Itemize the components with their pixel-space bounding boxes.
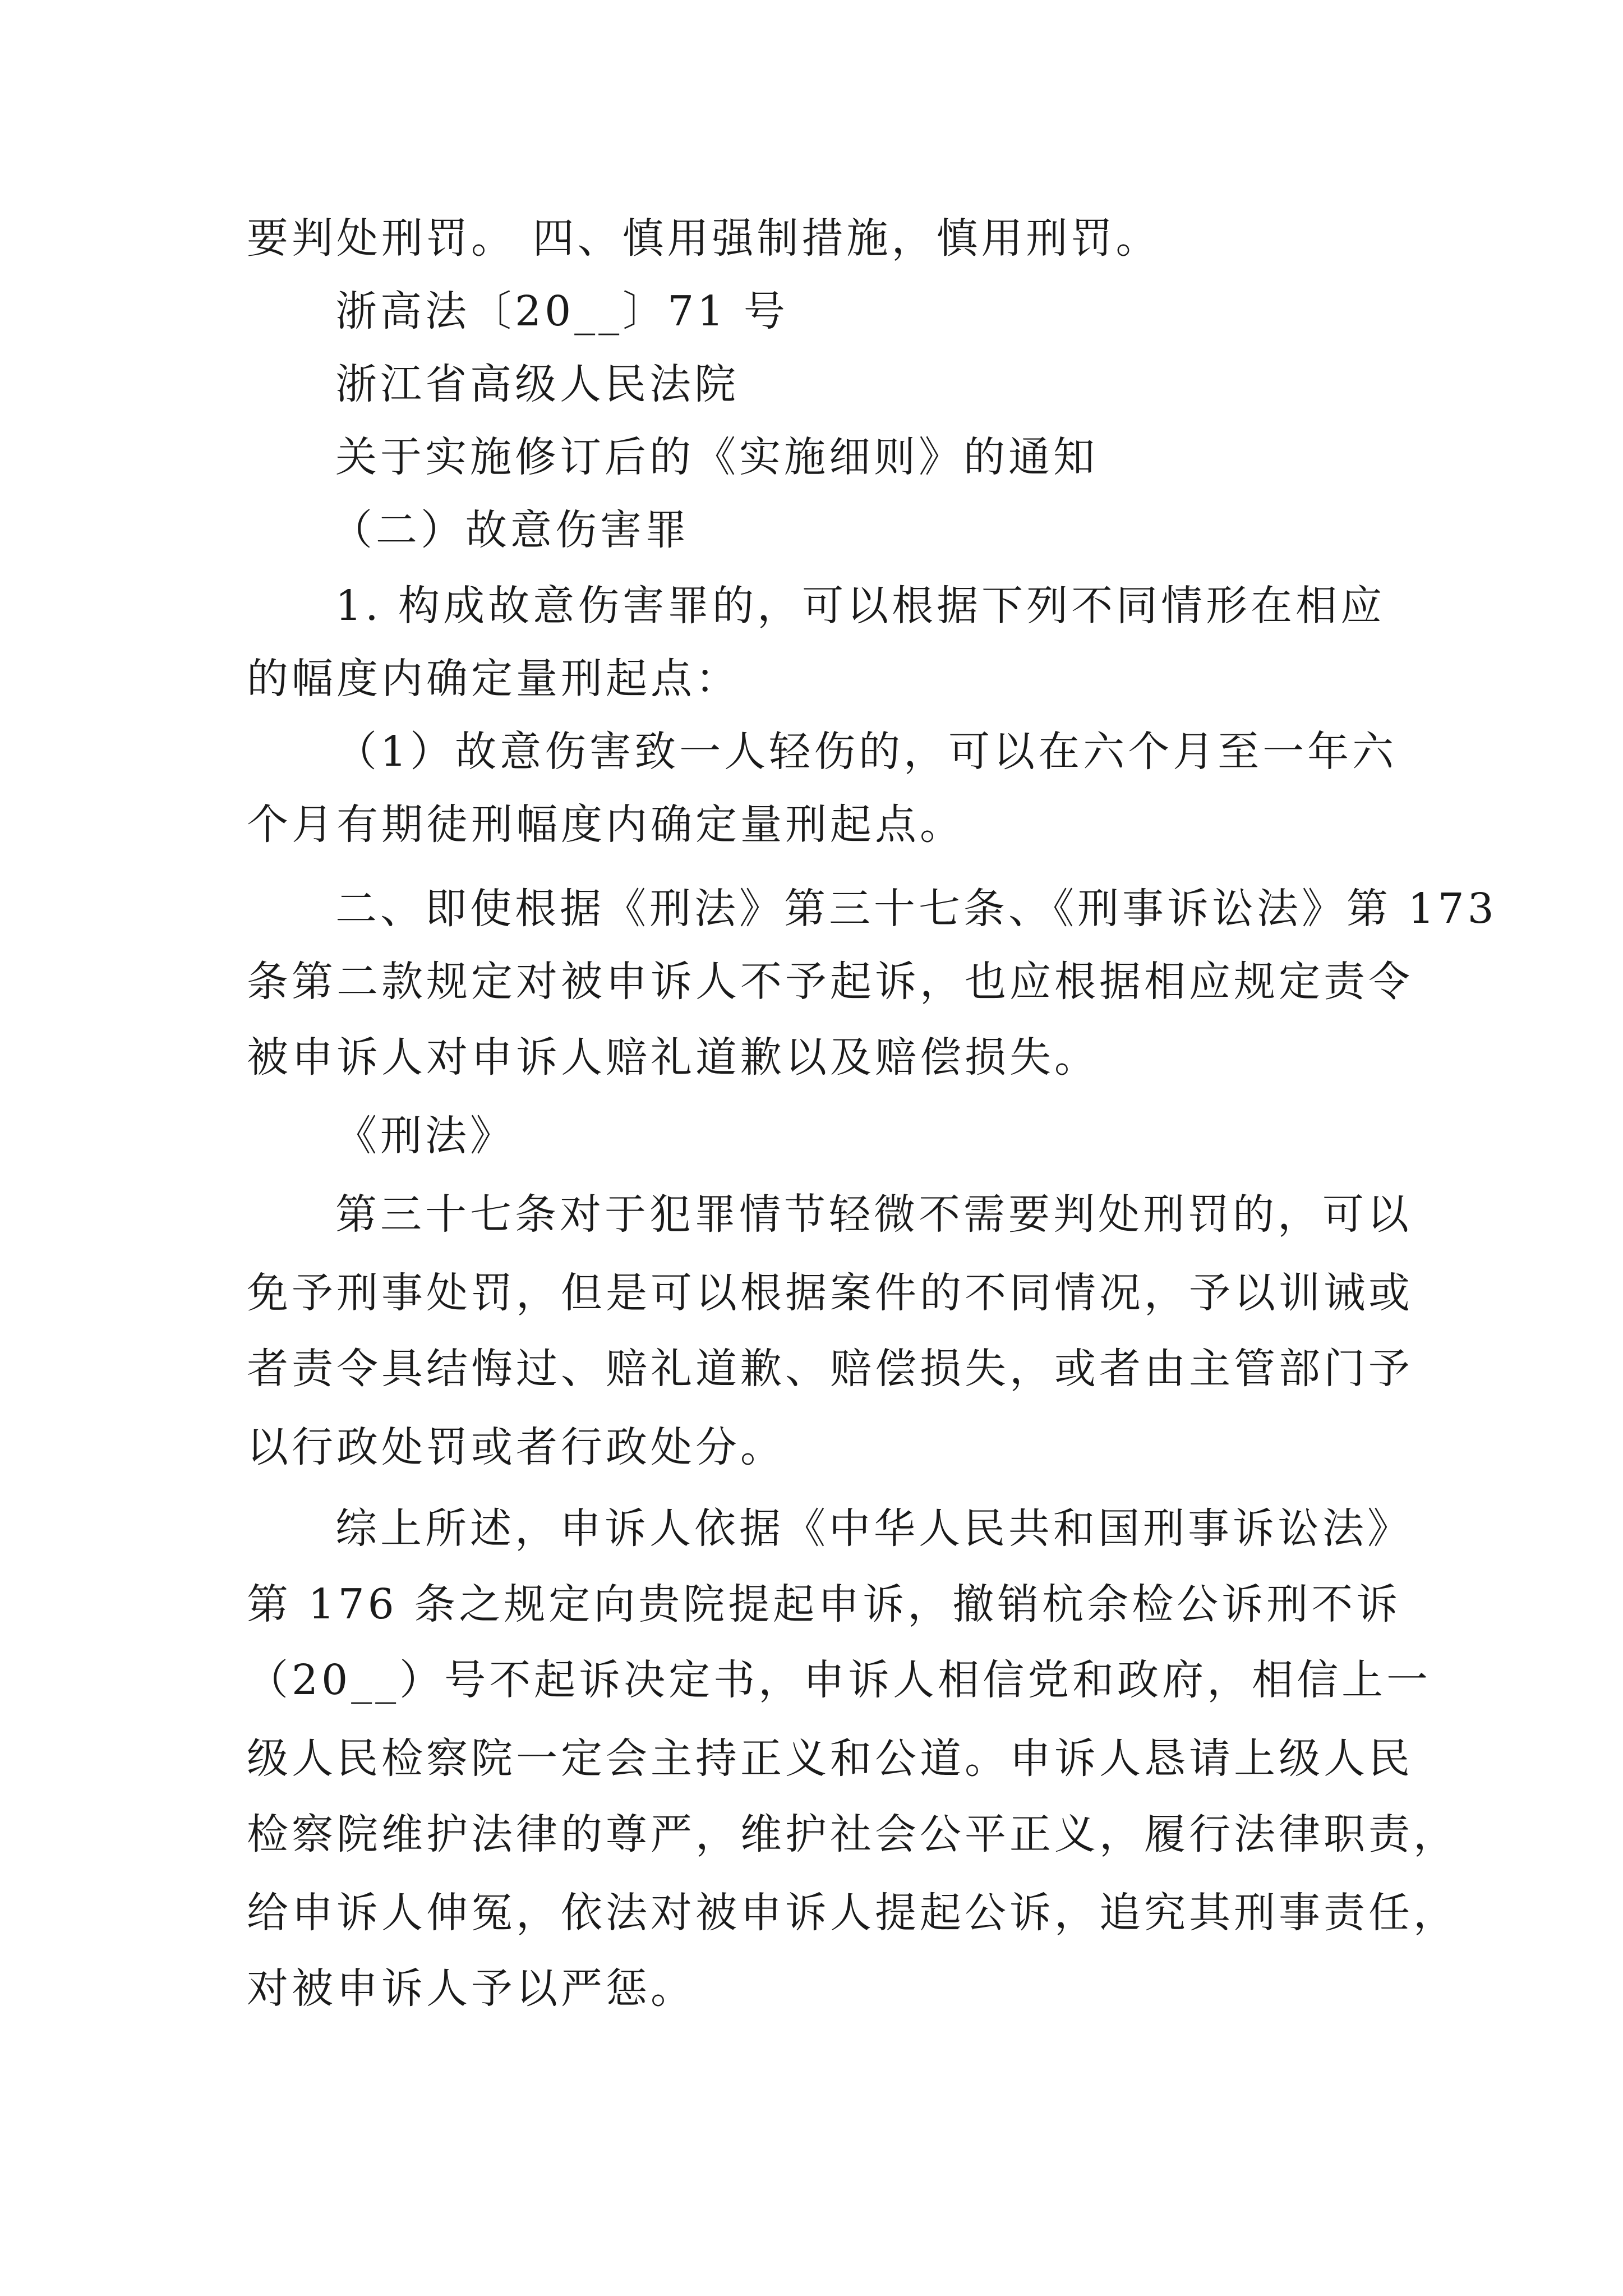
text-line-3: 浙江省高级人民法院 xyxy=(335,360,739,408)
text-line-19: 第 176 条之规定向贵院提起申诉，撤销杭余检公诉刑不诉 xyxy=(247,1580,1401,1628)
text-line-23: 给申诉人伸冤，依法对被申诉人提起公诉，追究其刑事责任， xyxy=(247,1889,1458,1937)
text-line-4: 关于实施修订后的《实施细则》的通知 xyxy=(335,433,1098,481)
text-line-8: （1）故意伤害致一人轻伤的，可以在六个月至一年六 xyxy=(335,728,1398,776)
text-line-9: 个月有期徒刑幅度内确定量刑起点。 xyxy=(247,800,965,849)
text-line-18: 综上所述，申诉人依据《中华人民共和国刑事诉讼法》 xyxy=(335,1504,1412,1553)
text-line-15: 免予刑事处罚，但是可以根据案件的不同情况，予以训诫或 xyxy=(247,1269,1413,1317)
text-line-21: 级人民检察院一定会主持正义和公道。申诉人恳请上级人民 xyxy=(247,1734,1413,1783)
text-line-7: 的幅度内确定量刑起点： xyxy=(247,655,740,703)
text-line-5: （二）故意伤害罪 xyxy=(331,506,690,554)
text-line-17: 以行政处罚或者行政处分。 xyxy=(247,1423,785,1471)
text-line-16: 者责令具结悔过、赔礼道歉、赔偿损失，或者由主管部门予 xyxy=(247,1345,1413,1393)
text-line-11: 条第二款规定对被申诉人不予起诉，也应根据相应规定责令 xyxy=(247,958,1413,1006)
text-line-22: 检察院维护法律的尊严，维护社会公平正义，履行法律职责， xyxy=(247,1810,1458,1858)
text-line-10: 二、即使根据《刑法》第三十七条、《刑事诉讼法》第 173 xyxy=(335,885,1497,933)
text-line-12: 被申诉人对申诉人赔礼道歉以及赔偿损失。 xyxy=(247,1033,1099,1082)
text-line-20: （20__）号不起诉决定书，申诉人相信党和政府，相信上一 xyxy=(247,1656,1432,1704)
text-line-6: 1. 构成故意伤害罪的，可以根据下列不同情形在相应 xyxy=(335,582,1386,630)
text-line-24: 对被申诉人予以严惩。 xyxy=(247,1964,695,2013)
text-line-13: 《刑法》 xyxy=(335,1112,515,1160)
text-line-1: 要判处刑罚。 四、慎用强制措施，慎用刑罚。 xyxy=(247,214,1161,263)
text-line-14: 第三十七条对于犯罪情节轻微不需要判处刑罚的，可以 xyxy=(335,1190,1412,1239)
text-line-2: 浙高法〔20__〕71 号 xyxy=(335,287,789,335)
